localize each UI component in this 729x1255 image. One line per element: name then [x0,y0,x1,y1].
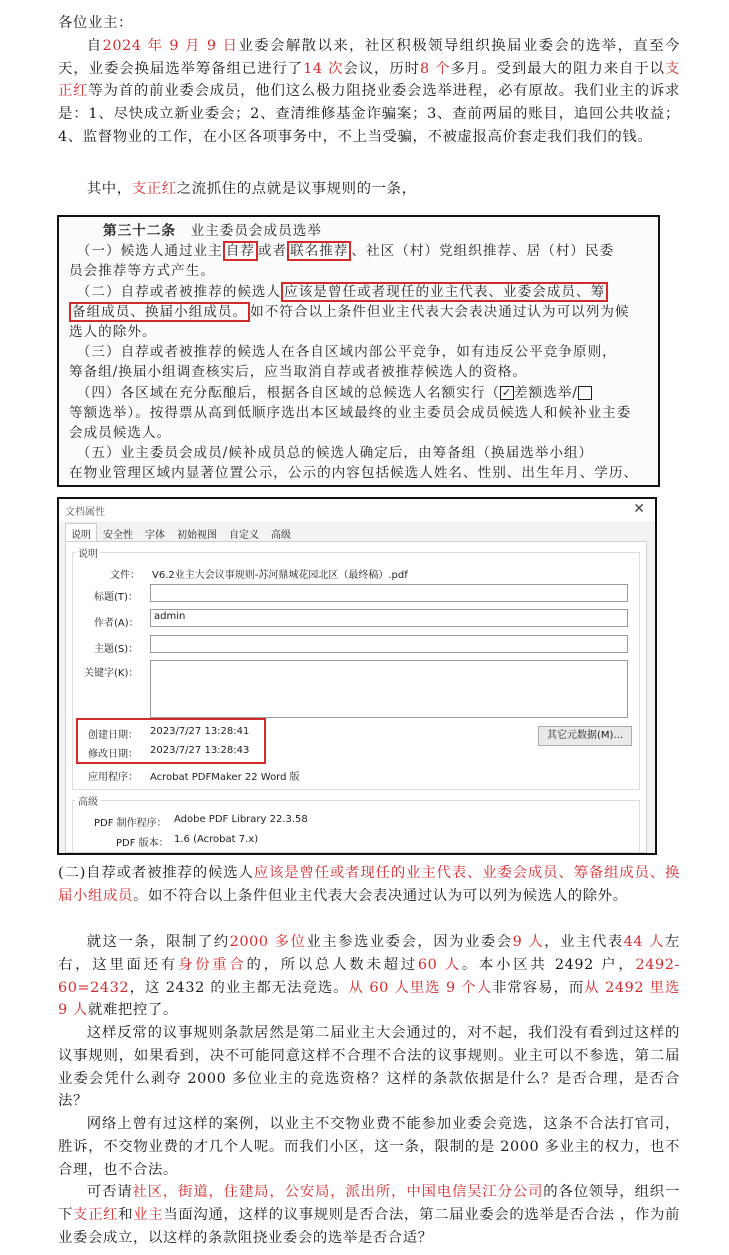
modified-label: 修改日期： [88,749,138,760]
dialog-titlebar [59,499,655,521]
highlight-text: 从 60 人里选 9 个人 [348,979,493,996]
tab-initial-view[interactable]: 初始视图 [177,530,217,541]
text: 或者 [257,243,288,260]
clause-line: （三）自荐或者被推荐的候选人在各自区域内部公平竞争，如有违反公平竞争原则， [69,344,617,361]
file-value: V6.2业主大会议事规则-苏河鼎城花园北区（最终稿）.pdf [152,570,408,581]
text: 左右，这里面还有 [58,934,680,973]
highlight-text: 2492-60=2432 [58,956,680,996]
close-icon[interactable]: ✕ [633,501,645,517]
author-label: 作者(A)： [94,618,139,629]
pdf-version-label: PDF 版本： [116,838,169,849]
clause-line: 在物业管理区域内显著位置公示，公示的内容包括候选人姓名、性别、出生年月、学历、 [69,465,639,482]
file-label: 文件： [110,570,140,581]
pdf-version-value: 1.6 (Acrobat 7.x) [174,834,259,845]
text: 其中， [86,181,132,197]
highlight-box: 备组成员、换届小组成员。 [69,302,250,322]
text: 业主委员会成员选举 [190,223,322,239]
document-properties-dialog [57,497,657,855]
clause-line: 选人的除外。 [69,324,157,341]
application-value: Acrobat PDFMaker 22 Word 版 [150,772,300,783]
text: （四）各区域在充分酝酿后，根据各自区域的总候选人名额实行（ [69,384,501,401]
title-label: 标题(T)： [94,592,138,603]
body-paragraph-4: 这样反常的议事规则条款居然是第二届业主大会通过的，对不起，我们没有看到过这样的议事规则，如果看到，决不可能同意这样不合理不合法的议事规则。业主可以不参选，第二届业委会凭什么剥夺 2000 多位业主的竞选资格？这样的条款依据是什么？是否合理，是否合法？ [58,1025,680,1110]
clause-line [69,241,644,261]
text: 当面沟通，这样的议事规则是否合法，第二届业委会的选举是否合法 ，作为前业委会成立，以这样的条款阻挠业委会的选举是否合适？ [58,1206,680,1246]
body-paragraph-3 [58,931,680,1022]
clause-line [69,302,644,322]
producer-value: Adobe PDF Library 22.3.58 [174,814,308,825]
more-metadata-button[interactable]: 其它元数据(M)... [538,726,632,746]
subject-label: 主题(S)： [94,644,139,655]
highlight-name: 支正红 [131,181,177,197]
highlight-text: 从 2492 里选 9 人 [58,979,680,1019]
tab-bar [65,523,297,541]
text: 自 [86,37,103,54]
clause-line [69,383,644,403]
tab-description[interactable]: 说明 [65,523,97,541]
text: 和 [118,1206,134,1223]
unchecked-checkbox-icon [578,386,592,400]
group-label: 高级 [76,793,100,808]
text: 业主参选业委会，因为业委会 [306,934,513,950]
highlight-text: 9 人 [512,934,545,950]
clause-line [69,221,644,241]
highlight-text: 44 人 [623,934,665,950]
highlight-months: 8 个 [419,60,451,77]
highlight-name: 支正红 [58,60,680,100]
text: 会议，历时 [343,60,420,77]
text: 就这一条，限制了约 [86,934,230,950]
intro-paragraph-2 [58,178,680,201]
highlight-text: 60 人 [417,956,462,973]
clause-line [69,484,644,487]
body-paragraph-5: 网络上曾有过这样的案例，以业主不交物业费不能参加业委会竞选，这条不合法打官司，胜诉，不交物业费的才几个人呢。而我们小区，这一条，限制的是 2000 多业主的权力，也不合理，也不合法。 [58,1116,680,1178]
clause-scan [57,215,660,487]
quoted-clause [58,862,680,908]
application-label: 应用程序： [88,772,138,783]
highlight-name: 支正红 [73,1206,119,1223]
text: 等为首的前业委会成员，他们这么极力阻挠业委会选举进程，必有原故。我们业主的诉求是：1、尽快成立新业委会；2、查清维修基金诈骗案；3、查前两届的账目，追回公共收益；4、监督物业的工作，在小区各项事务中，不上当受骗，不被虚报高价套走我们我们的钱。 [58,83,681,145]
checked-checkbox-icon: ✓ [501,386,513,400]
text: （一）候选人通过业主 [69,243,223,260]
modified-value: 2023/7/27 13:28:43 [150,745,250,756]
tab-advanced[interactable]: 高级 [271,530,291,541]
keywords-label: 关键字(K)： [84,668,139,679]
text: 差额选举/ [514,384,578,401]
text: 、社区（村）党组织推荐、居（村）民委 [351,243,615,260]
text: （二）自荐或者被推荐的候选人 [69,283,282,300]
producer-label: PDF 制作程序： [94,818,167,829]
dialog-title: 文档属性 [65,507,105,518]
text: 的各位领导，组织一下 [58,1184,680,1223]
text: 如不符合以上条件但业主代表大会表决通过认为可以列为候 [250,303,630,320]
tab-fonts[interactable]: 字体 [145,530,165,541]
author-input[interactable]: admin [150,609,628,627]
highlight-box: 自荐 [223,241,258,261]
text: 的，所以总人数未超过 [246,956,418,973]
created-value: 2023/7/27 13:28:41 [150,726,250,737]
text: 多月。受到最大的阻力来自于以 [450,60,665,77]
highlight-text: 身份重合 [177,956,247,973]
created-label: 创建日期： [88,730,138,741]
highlight-text: 社区，街道，住建局，公安局，派出所，中国电信吴江分公司 [132,1184,544,1200]
subject-input[interactable] [150,635,628,653]
highlight-date: 2024 年 9 月 9 日 [102,37,239,54]
clause-number: 第三十二条 [103,223,191,239]
highlight-text: 业主 [133,1206,164,1223]
text: (二)自荐或者被推荐的候选人 [58,865,254,881]
highlight-box: 应该是曾任或者现任的业主代表、业委会成员、筹 [281,282,608,302]
clause-line: 会成员候选人。 [69,425,172,442]
group-label: 说明 [76,545,100,560]
highlight-text: 2000 多位 [229,934,307,950]
text: 。本小区共 2492 户， [461,956,636,973]
text: 。如不符合以上条件但业主代表大会表决通过认为可以列为候选人的除外。 [132,887,628,904]
clause-line: 员会推荐等方式产生。 [69,263,215,280]
text: 就难把控了。 [87,1002,178,1019]
text: ，这 2432 的业主都无法竞选。 [129,979,349,996]
body-paragraph-6 [58,1181,680,1249]
intro-paragraph-1 [58,35,680,149]
text: ，业主代表 [544,934,624,950]
highlight-text: 应该是曾任或者现任的业主代表、业委会成员、筹备组成员、换届小组成员 [58,865,680,904]
intro-section [58,12,680,149]
tab-custom[interactable]: 自定义 [229,530,259,541]
title-input[interactable] [150,584,628,602]
greeting: 各位业主： [58,15,133,31]
text: 非常容易，而 [492,979,585,996]
tab-panel [65,541,647,853]
clause-line: （五）业主委员会成员/候补成员总的候选人确定后，由筹备组（换届选举小组） [69,445,594,462]
text: 可否请 [86,1184,133,1200]
text: 之流抓住的点就是议事规则的一条， [176,181,417,197]
clause-line: 等额选举）。按得票从高到低顺序选出本区域最终的业主委员会成员候选人和候补业主委 [69,404,632,421]
clause-line: 筹备组/换届小组调查核实后，应当取消自荐或者被推荐候选人的资格。 [69,364,527,381]
keywords-textarea[interactable] [150,660,628,718]
tab-security[interactable]: 安全性 [103,530,133,541]
highlight-box: 联名推荐 [287,241,351,261]
highlight-count: 14 次 [303,60,344,77]
text: 业委会解散以来，社区积极领导组织换届业委会的选举，直至今天，业委会换届选举筹备组已进行了 [58,37,680,77]
clause-line [69,282,644,302]
